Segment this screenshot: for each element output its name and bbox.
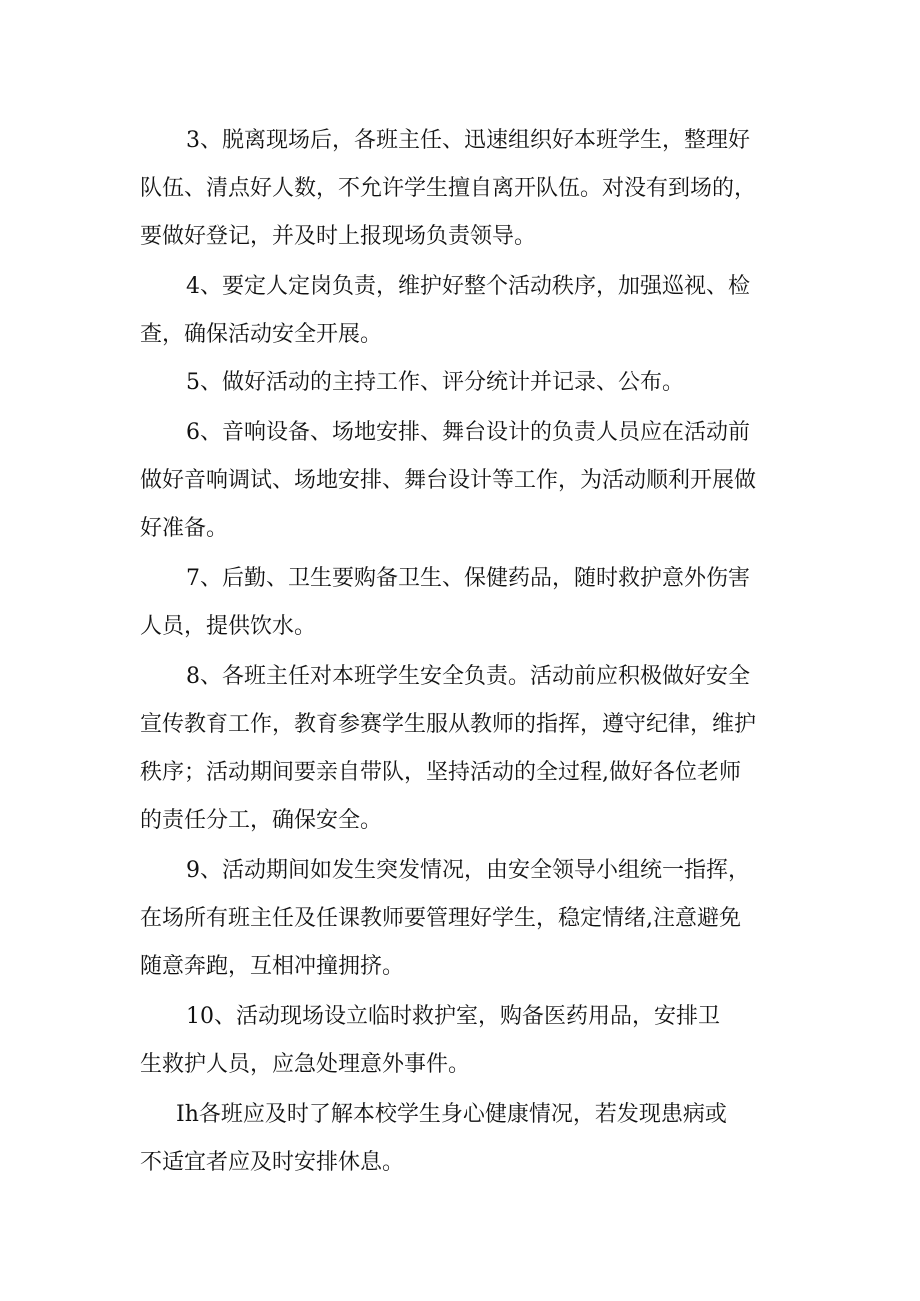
text-line: Ih各班应及时了解本校学生身心健康情况，若发现患病或 [176, 1102, 727, 1127]
text-line: 要做好登记，并及时上报现场负责领导。 [140, 224, 537, 249]
text-line: 秩序；活动期间要亲自带队，坚持活动的全过程,做好各位老师 [140, 760, 741, 785]
text-line: 查，确保活动安全开展。 [140, 322, 383, 347]
text-line: 7、后勤、卫生要购备卫生、保健药品，随时救护意外伤害 [186, 566, 750, 591]
text-line: 不适宜者应及时安排休息。 [140, 1150, 405, 1175]
text-line: 随意奔跑，互相冲撞拥挤。 [140, 954, 405, 979]
text-line: 好准备。 [140, 516, 229, 541]
text-line: 宣传教育工作，教育参赛学生服从教师的指挥，遵守纪律，维护 [140, 712, 757, 737]
text-line: 5、做好活动的主持工作、评分统计并记录、公布。 [186, 370, 684, 395]
text-line: 10、活动现场设立临时救护室，购备医药用品，安排卫 [186, 1004, 720, 1029]
text-line: 3、脱离现场后，各班主任、迅速组织好本班学生，整理好 [186, 128, 750, 153]
text-line: 队伍、清点好人数，不允许学生擅自离开队伍。对没有到场的， [140, 176, 757, 201]
text-line: 的责任分工，确保安全。 [140, 808, 383, 833]
text-line: 9、活动期间如发生突发情况，由安全领导小组统一指挥， [186, 858, 750, 883]
text-line: 6、音响设备、场地安排、舞台设计的负责人员应在活动前 [186, 420, 750, 445]
text-line: 人员，提供饮水。 [140, 614, 317, 639]
text-line: 生救护人员，应急处理意外事件。 [140, 1052, 471, 1077]
text-line: 在场所有班主任及任课教师要管理好学生，稳定情绪,注意避免 [140, 906, 741, 931]
text-line: 4、要定人定岗负责，维护好整个活动秩序，加强巡视、检 [186, 274, 750, 299]
text-line: 8、各班主任对本班学生安全负责。活动前应积极做好安全 [186, 664, 750, 689]
text-line: 做好音响调试、场地安排、舞台设计等工作，为活动顺利开展做 [140, 468, 757, 493]
